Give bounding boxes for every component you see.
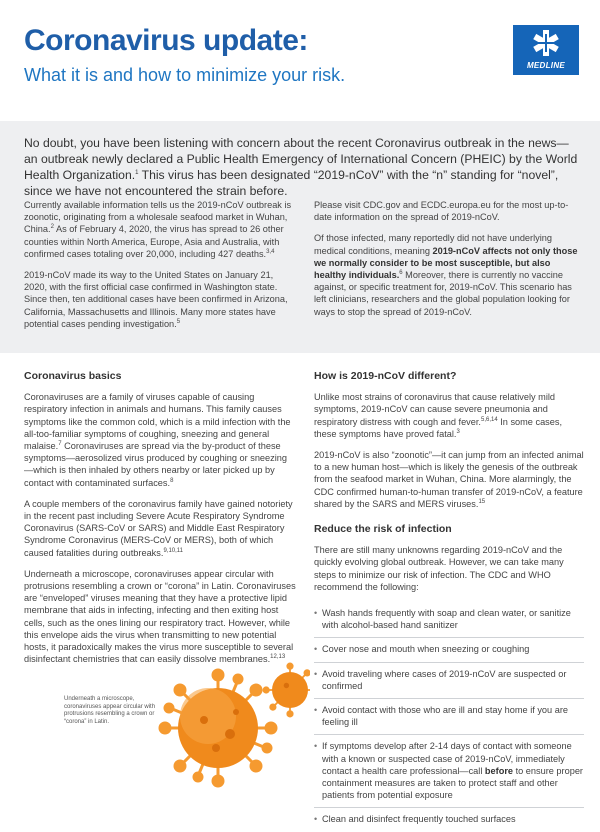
basics-heading: Coronavirus basics	[24, 370, 122, 382]
list-item: • Wash hands frequently with soap and clean water, or sanitize with alcohol-based hand sanitizer	[314, 602, 584, 638]
intro-resources-paragraph: Please visit CDC.gov and ECDC.europa.eu for the most up-to-date information on the spread of 2019-nCoV.	[314, 200, 569, 223]
basics-paragraph-2: A couple members of the coronavirus family have gained notoriety in the recent past including Severe Acute Respiratory Syndrome Coronavirus (SARS-CoV or SARS) and Middle East Respiratory Syndrome Coronavirus (MERS-CoV or MERS), both of which caused fatalities during outbreaks.$^{9,10,11}$	[24, 498, 293, 558]
intro-lead-paragraph: No doubt, you have been listening with concern about the recent Coronavirus outbreak in the news—an outbreak newly declared a Public Health Emergency of International Concern (PHEIC) by the World Health Organization.$^1$ This virus has been designated “2019-nCoV” with the “n” standing for “novel”, since we have not encountered the strain before.	[24, 136, 578, 198]
bullet-icon: •	[314, 705, 318, 716]
intro-us-cases-paragraph: 2019-nCoV made its way to the United States on January 21, 2020, with the first official case confirmed in Washington state. Since then, ten additional cases have been confirmed in Arizona, California, Massachusetts and Illinois. Many more states have potential cases pending investigation.$^5$	[24, 270, 288, 329]
medline-logo	[513, 25, 579, 75]
intro-right-column	[314, 199, 584, 327]
different-paragraph-1: Unlike most strains of coronavirus that cause relatively mild symptoms, 2019-nCoV can cause severe pneumonia and respiratory distress with cough and fever.$^{5,6,14}$ In some cases, these symptoms have proved fatal.$^3$	[314, 392, 563, 439]
intro-susceptibility-paragraph: Of those infected, many reportedly did not have underlying medical conditions, meaning 2019-nCoV affects not only those we normally consider to be most susceptible, but also healthy individuals.$^6$ Moreover, there is currently no vaccine against, or specific treatment for, 2019-nCoV. This scenario has left clinicians, researchers and the global population looking for ways to stop the spread of 2019-nCoV.	[314, 233, 578, 317]
reduce-intro-paragraph: There are still many unknowns regarding 2019-nCoV and the quickly evolving global outbreak. However, we can take many steps to minimize our risk of infection. The CDC and WHO recommend the following:	[314, 545, 564, 592]
list-item: • Clean and disinfect frequently touched surfaces	[314, 814, 516, 825]
risk-list	[314, 602, 584, 832]
basics-paragraph-3: Underneath a microscope, coronaviruses appear circular with protrusions resembling a crown or “corona” in Latin. Coronaviruses are “enveloped” viruses meaning that they have a protective lipid membrane that aids in infecting, infecting and then exiting host cells, such as the ones lining our respiratory tract. However, while this envelope aids the virus when transmitting to new potential hosts, it paradoxically makes the virus more susceptible to several disinfectant chemistries that can easily dissolve membranes.$^{12,13}$	[24, 568, 296, 665]
bullet-icon: •	[314, 814, 318, 825]
page-subtitle: What it is and how to minimize your risk.	[24, 65, 346, 85]
bullet-icon: •	[314, 741, 318, 752]
list-item: • Avoid traveling where cases of 2019-nCoV are suspected or confirmed	[314, 663, 584, 699]
basics-column	[24, 370, 296, 674]
list-item: • Avoid contact with those who are ill and stay home if you are feeling ill	[314, 699, 584, 735]
page-title: Coronavirus update:	[24, 24, 308, 57]
reduce-heading: Reduce the risk of infection	[314, 523, 452, 536]
coronavirus-illustration-icon	[150, 650, 310, 800]
bullet-icon: •	[314, 668, 318, 679]
logo-wordmark: MEDLINE	[526, 61, 566, 70]
different-column	[314, 370, 584, 832]
list-item: • If symptoms develop after 2-14 days of contact with someone with a known or suspected case of 2019-nCoV, immediately contact a health care professional—call before to ensure proper containment measures are taken to protect staff and other patients from potential exposure	[314, 735, 584, 808]
list-item: • Cover nose and mouth when sneezing or coughing	[314, 638, 584, 662]
intro-outbreak-paragraph: Currently available information tells us the 2019-nCoV outbreak is zoonotic, originating from a wholesale seafood market in Wuhan, China.$^2$ As of February 4, 2020, the virus has spread to 26 other counties within North America, Europe, Asia and Australia, with confirmed cases totaling over 20,000, including 427 deaths.$^{3,4}$	[24, 200, 292, 259]
virus-caption: Underneath a microscope, coronaviruses appear circular with protrusions resembling a crown or “corona” in Latin.	[64, 696, 156, 725]
intro-left-column	[24, 199, 292, 339]
different-heading: How is 2019-nCoV different?	[314, 370, 457, 382]
basics-paragraph-1: Coronaviruses are a family of viruses capable of causing respiratory infection in animals and humans. This family causes symptoms like the common cold, which is a mild infection with the all-too-familiar symptoms of coughing, sneezing and general malaise.$^7$ Coronaviruses are spread via the by-product of these symptoms—aerosolized virus produced by coughing or sneezing—which is then inhaled by others nearby or later picked up by contact with contaminated surfaces.$^8$	[24, 392, 291, 488]
bullet-icon: •	[314, 644, 318, 655]
different-paragraph-2: 2019-nCoV is also “zoonotic”—it can jump from an infected animal to a new human host—which is likely the genesis of the outbreak from the seafood market in Wuhan, China. More alarmingly, the CDC confirmed human-to-human transfer of 2019-nCoV, a feature shared by the SARS and MERS viruses.$^{15}$	[314, 450, 584, 509]
bullet-icon: •	[314, 608, 318, 619]
